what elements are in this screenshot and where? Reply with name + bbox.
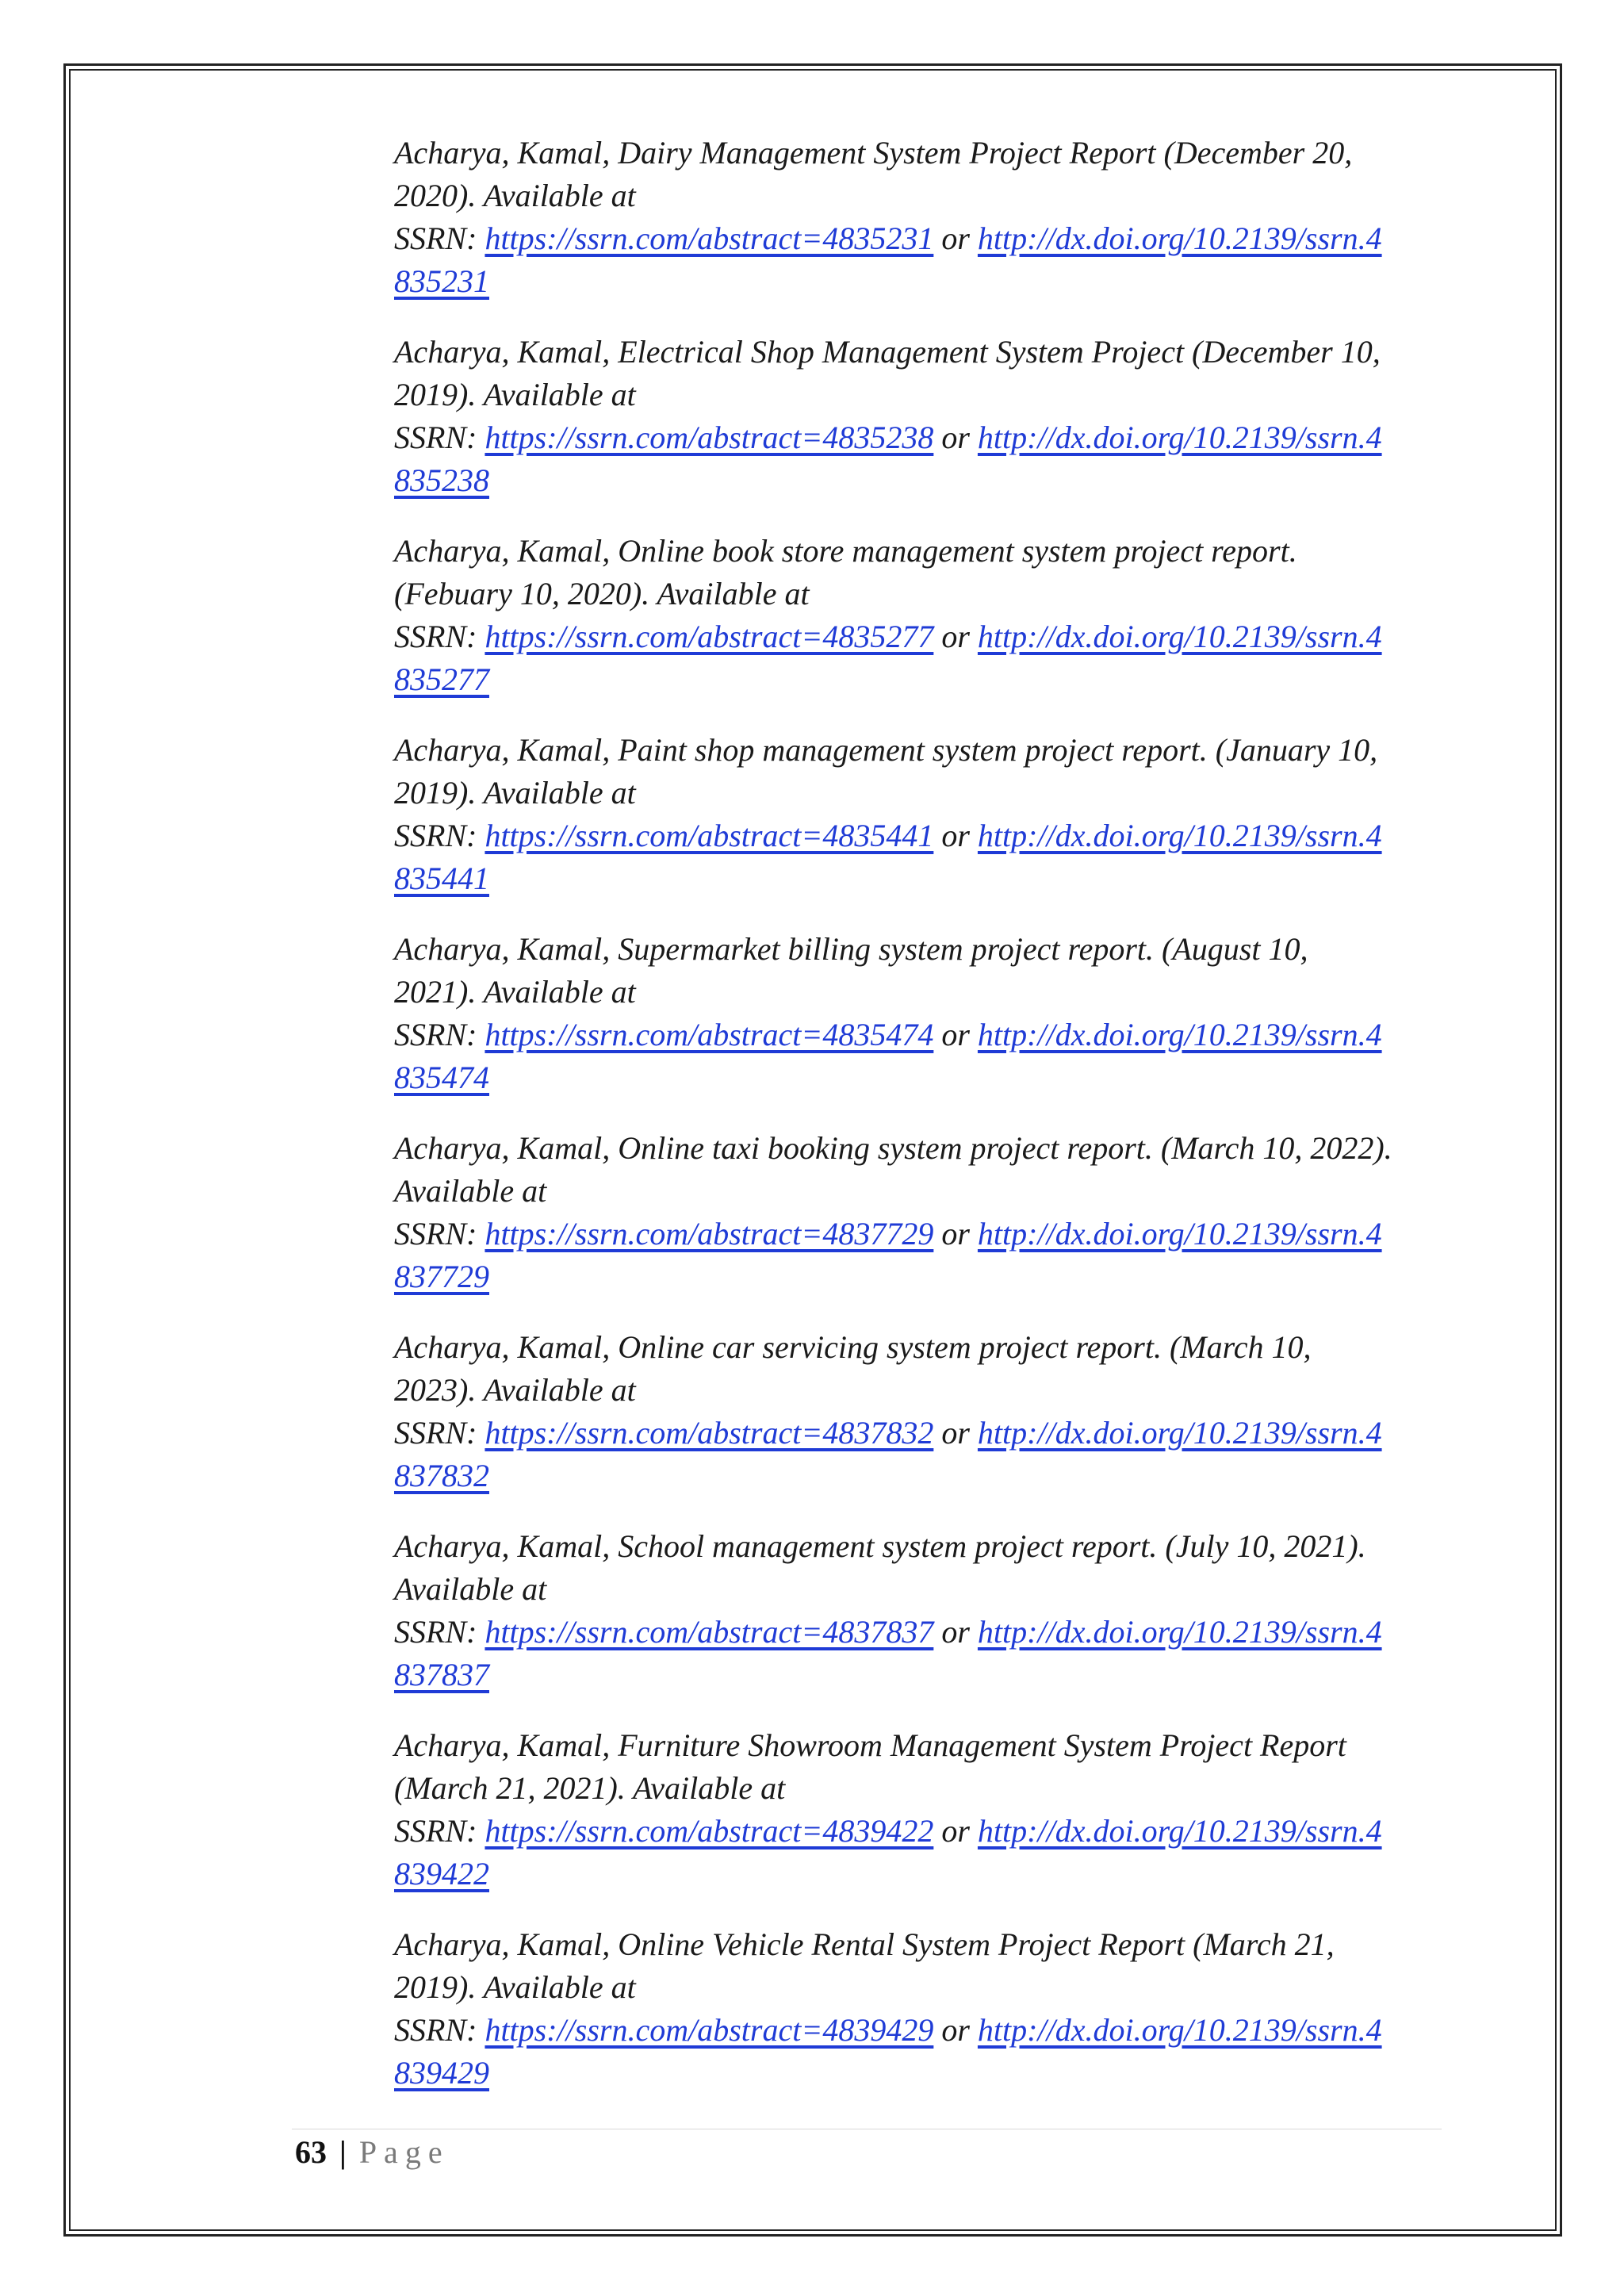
doi-link[interactable]: http://dx.doi.org/10.2139/ssrn.4 <box>977 220 1382 256</box>
doi-link-continued[interactable]: 839422 <box>394 1856 489 1892</box>
reference-title: Acharya, Kamal, Furniture Showroom Management System Project Report <box>394 1727 1346 1763</box>
reference-title: Acharya, Kamal, School management system project report. (July 10, 2021). <box>394 1528 1366 1564</box>
doi-link-continued[interactable]: 837729 <box>394 1259 489 1294</box>
reference-availability: Available at <box>394 1571 547 1607</box>
ssrn-label: SSRN: <box>394 420 485 455</box>
reference-item <box>394 331 1441 502</box>
or-text: or <box>933 1216 978 1251</box>
page-label: Page <box>358 2134 450 2170</box>
reference-title: Acharya, Kamal, Online car servicing system project report. (March 10, <box>394 1329 1312 1365</box>
ssrn-link[interactable]: https://ssrn.com/abstract=4839429 <box>485 2012 934 2048</box>
reference-availability: (March 21, 2021). Available at <box>394 1770 786 1806</box>
reference-title: Acharya, Kamal, Paint shop management system project report. (January 10, <box>394 732 1378 768</box>
or-text: or <box>933 1017 978 1052</box>
reference-item <box>394 729 1441 900</box>
reference-availability: 2019). Available at <box>394 377 636 412</box>
ssrn-label: SSRN: <box>394 818 485 853</box>
reference-item <box>394 928 1441 1099</box>
reference-title: Acharya, Kamal, Electrical Shop Management System Project (December 10, <box>394 334 1381 370</box>
or-text: or <box>933 1614 978 1650</box>
or-text: or <box>933 1813 978 1849</box>
ssrn-link[interactable]: https://ssrn.com/abstract=4839422 <box>485 1813 934 1849</box>
reference-availability: 2019). Available at <box>394 1969 636 2005</box>
or-text: or <box>933 818 978 853</box>
ssrn-label: SSRN: <box>394 220 485 256</box>
or-text: or <box>933 1415 978 1451</box>
or-text: or <box>933 220 978 256</box>
reference-availability: Available at <box>394 1173 547 1209</box>
doi-link[interactable]: http://dx.doi.org/10.2139/ssrn.4 <box>977 1216 1382 1251</box>
ssrn-link[interactable]: https://ssrn.com/abstract=4835277 <box>485 619 934 654</box>
ssrn-label: SSRN: <box>394 1614 485 1650</box>
doi-link-continued[interactable]: 835231 <box>394 263 489 299</box>
doi-link[interactable]: http://dx.doi.org/10.2139/ssrn.4 <box>977 1813 1382 1849</box>
footer-separator: | <box>339 2134 347 2170</box>
or-text: or <box>933 2012 978 2048</box>
doi-link[interactable]: http://dx.doi.org/10.2139/ssrn.4 <box>977 2012 1382 2048</box>
reference-title: Acharya, Kamal, Online Vehicle Rental System Project Report (March 21, <box>394 1926 1335 1962</box>
reference-availability: 2021). Available at <box>394 974 636 1010</box>
reference-title: Acharya, Kamal, Dairy Management System Project Report (December 20, <box>394 135 1353 171</box>
doi-link[interactable]: http://dx.doi.org/10.2139/ssrn.4 <box>977 619 1382 654</box>
ssrn-label: SSRN: <box>394 619 485 654</box>
doi-link-continued[interactable]: 835238 <box>394 462 489 498</box>
ssrn-link[interactable]: https://ssrn.com/abstract=4837832 <box>485 1415 934 1451</box>
ssrn-label: SSRN: <box>394 1813 485 1849</box>
ssrn-link[interactable]: https://ssrn.com/abstract=4835231 <box>485 220 934 256</box>
reference-item <box>394 1525 1441 1696</box>
doi-link-continued[interactable]: 835277 <box>394 661 489 697</box>
or-text: or <box>933 420 978 455</box>
reference-availability: 2020). Available at <box>394 178 636 213</box>
ssrn-link[interactable]: https://ssrn.com/abstract=4835474 <box>485 1017 934 1052</box>
reference-title: Acharya, Kamal, Online taxi booking system project report. (March 10, 2022). <box>394 1130 1392 1166</box>
reference-item <box>394 1923 1441 2095</box>
page-number: 63 <box>295 2134 327 2170</box>
reference-item <box>394 1724 1441 1895</box>
doi-link[interactable]: http://dx.doi.org/10.2139/ssrn.4 <box>977 1614 1382 1650</box>
doi-link[interactable]: http://dx.doi.org/10.2139/ssrn.4 <box>977 1415 1382 1451</box>
ssrn-link[interactable]: https://ssrn.com/abstract=4837837 <box>485 1614 934 1650</box>
reference-list <box>394 132 1441 2122</box>
doi-link[interactable]: http://dx.doi.org/10.2139/ssrn.4 <box>977 1017 1382 1052</box>
ssrn-label: SSRN: <box>394 1415 485 1451</box>
ssrn-link[interactable]: https://ssrn.com/abstract=4837729 <box>485 1216 934 1251</box>
ssrn-label: SSRN: <box>394 2012 485 2048</box>
reference-availability: 2023). Available at <box>394 1372 636 1408</box>
doi-link-continued[interactable]: 839429 <box>394 2055 489 2091</box>
doi-link-continued[interactable]: 837837 <box>394 1657 489 1692</box>
reference-item <box>394 530 1441 701</box>
reference-item <box>394 132 1441 303</box>
reference-title: Acharya, Kamal, Online book store management system project report. <box>394 533 1297 569</box>
ssrn-label: SSRN: <box>394 1216 485 1251</box>
page-footer <box>295 2131 450 2174</box>
ssrn-link[interactable]: https://ssrn.com/abstract=4835441 <box>485 818 934 853</box>
reference-availability: (Febuary 10, 2020). Available at <box>394 576 810 611</box>
or-text: or <box>933 619 978 654</box>
reference-item <box>394 1326 1441 1497</box>
doi-link-continued[interactable]: 837832 <box>394 1458 489 1493</box>
ssrn-label: SSRN: <box>394 1017 485 1052</box>
reference-availability: 2019). Available at <box>394 775 636 811</box>
reference-title: Acharya, Kamal, Supermarket billing system project report. (August 10, <box>394 931 1308 967</box>
doi-link[interactable]: http://dx.doi.org/10.2139/ssrn.4 <box>977 818 1382 853</box>
doi-link[interactable]: http://dx.doi.org/10.2139/ssrn.4 <box>977 420 1382 455</box>
doi-link-continued[interactable]: 835441 <box>394 861 489 896</box>
ssrn-link[interactable]: https://ssrn.com/abstract=4835238 <box>485 420 934 455</box>
doi-link-continued[interactable]: 835474 <box>394 1060 489 1095</box>
reference-item <box>394 1127 1441 1298</box>
